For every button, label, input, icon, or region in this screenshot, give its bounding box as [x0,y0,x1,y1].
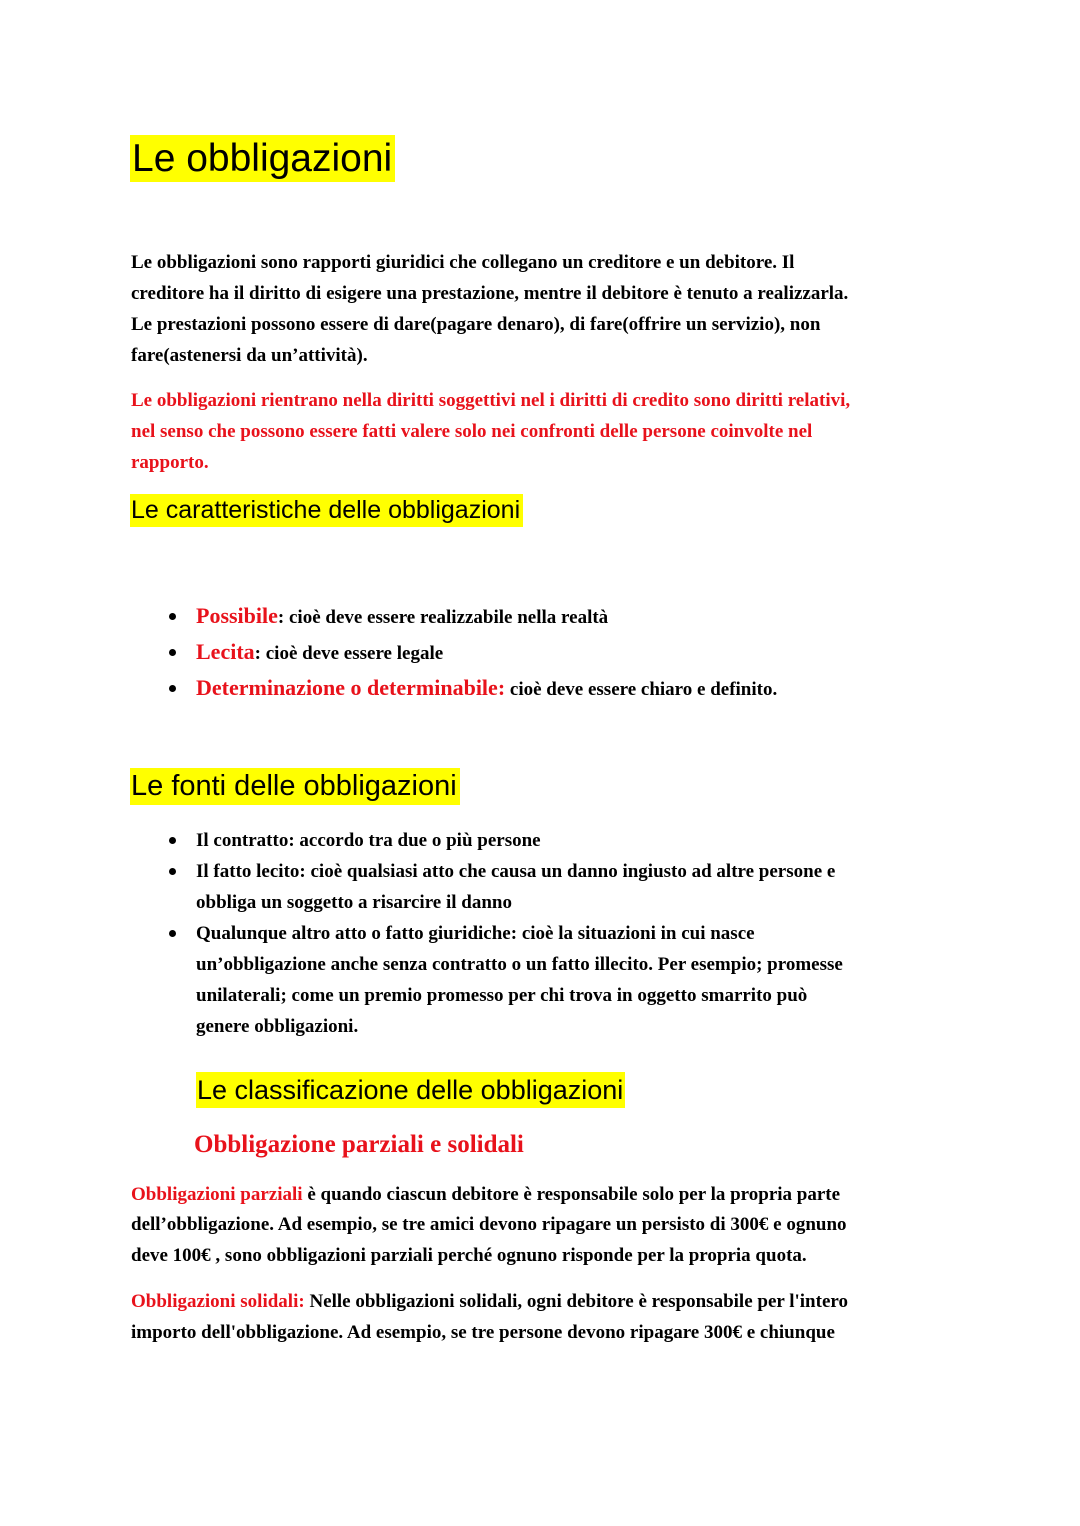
item-text: : cioè deve essere legale [254,643,444,664]
list-item-continued: unilaterali; come un premio promesso per chi trova in oggetto smarrito può [196,985,808,1006]
item-text: cioè deve essere chiaro e definito. [505,679,778,700]
intro-line: Le obbligazioni sono rapporti giuridici che collegano un creditore e un debitore. Il [131,252,795,273]
list-item: Il contratto: accordo tra due o più persone [196,830,541,851]
bullet-icon [169,685,176,692]
bullet-icon [169,649,176,656]
list-item [196,672,777,703]
page-title: Le obbligazioni [130,135,395,182]
item-term: Possibile [196,603,278,628]
intro-line: Le prestazioni possono essere di dare(pagare denaro), di fare(offrire un servizio), non [131,314,821,335]
para-line: dell’obbligazione. Ad esempio, se tre amici devono ripagare un persisto di 300€ e ognuno [131,1214,847,1235]
para-line [131,1179,840,1210]
list-item: Il fatto lecito: cioè qualsiasi atto che causa un danno ingiusto ad altre persone e [196,861,836,882]
note-line: rapporto. [131,452,209,473]
classification-subheading: Obbligazione parziali e solidali [194,1131,524,1158]
para-text: Nelle obbligazioni solidali, ogni debitore è responsabile per l'intero [304,1291,848,1312]
characteristics-heading: Le caratteristiche delle obbligazioni [130,494,523,527]
para-line [131,1286,848,1317]
list-item-continued: un’obbligazione anche senza contratto o un fatto illecito. Per esempio; promesse [196,954,843,975]
note-line: Le obbligazioni rientrano nella diritti soggettivi nel i diritti di credito sono diritti relativi, [131,390,851,411]
list-item: Qualunque altro atto o fatto giuridiche: cioè la situazioni in cui nasce [196,923,755,944]
bullet-icon [169,613,176,620]
item-text: : cioè deve essere realizzabile nella realtà [277,607,609,628]
partial-term: Obbligazioni parziali [131,1184,303,1205]
list-item [196,600,608,631]
bullet-icon [169,868,176,875]
intro-line: creditore ha il diritto di esigere una prestazione, mentre il debitore è tenuto a realizzarla. [131,283,849,304]
note-line: nel senso che possono essere fatti valere solo nei confronti delle persone coinvolte nel [131,421,813,442]
bullet-icon [169,837,176,844]
list-item-continued: obbliga un soggetto a risarcire il danno [196,892,512,913]
para-line: deve 100€ , sono obbligazioni parziali perché ognuno risponde per la propria quota. [131,1245,807,1266]
para-text: è quando ciascun debitore è responsabile solo per la propria parte [302,1184,841,1205]
joint-term: Obbligazioni solidali: [131,1291,305,1312]
intro-line: fare(astenersi da un’attività). [131,345,368,366]
item-term: Determinazione o determinabile: [196,675,506,700]
item-term: Lecita [196,639,255,664]
list-item-continued: genere obbligazioni. [196,1016,359,1037]
sources-heading: Le fonti delle obbligazioni [130,768,460,805]
para-line: importo dell'obbligazione. Ad esempio, se tre persone devono ripagare 300€ e chiunque [131,1322,835,1343]
bullet-icon [169,930,176,937]
classification-heading: Le classificazione delle obbligazioni [196,1072,625,1108]
list-item [196,636,443,667]
